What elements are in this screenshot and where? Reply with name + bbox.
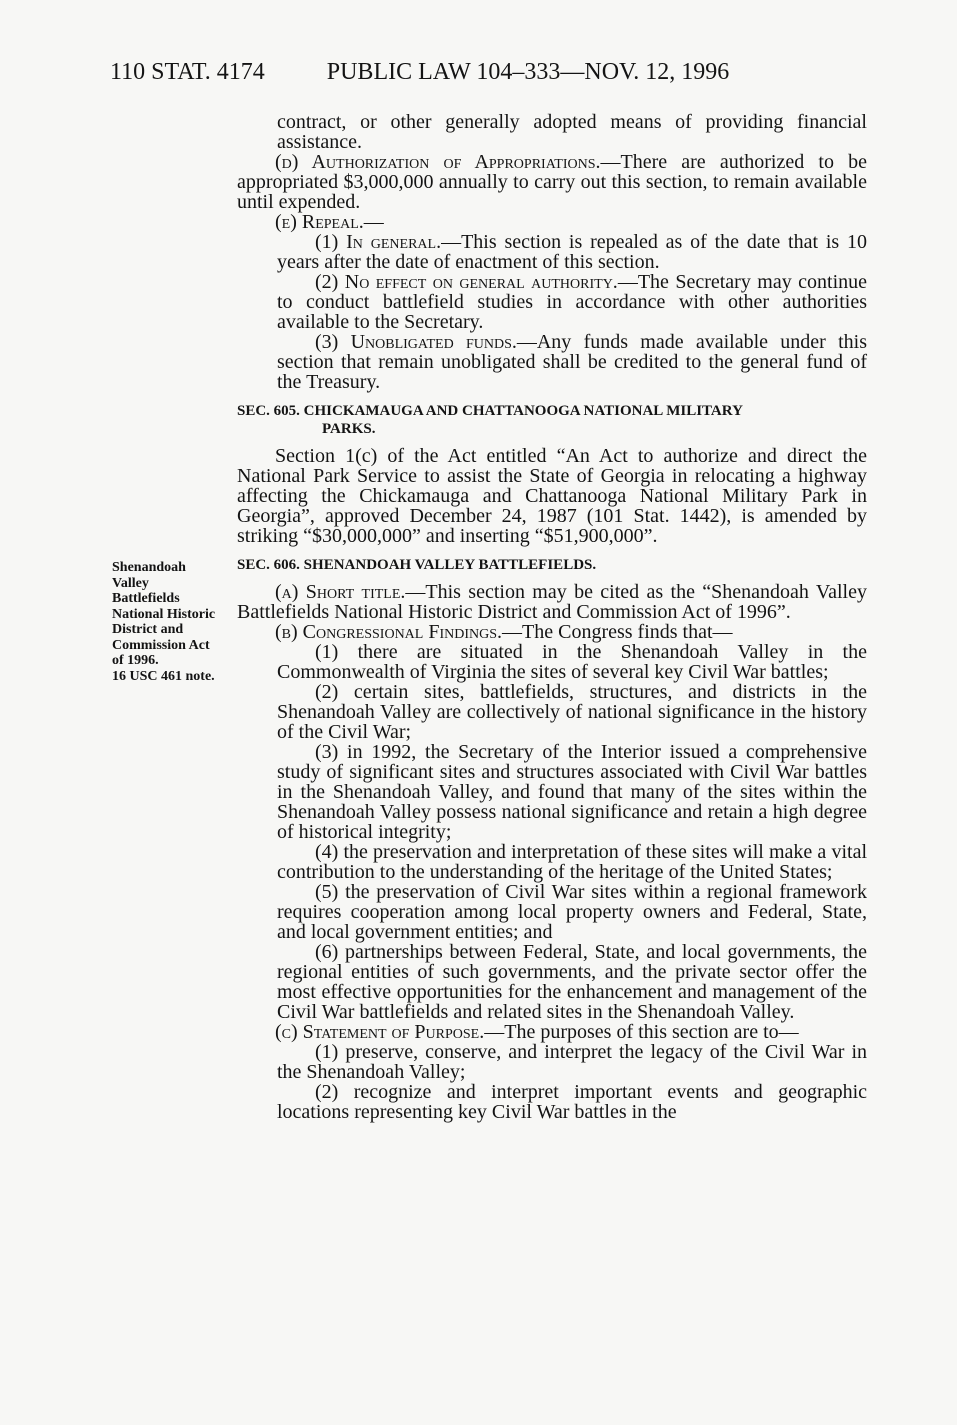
- subsection-b-heading: (b) Congressional Findings.: [275, 621, 503, 643]
- section-605-title-line1: SEC. 605. CHICKAMAUGA AND CHATTANOOGA NATIONAL MILITARY: [237, 403, 743, 419]
- subsection-a-heading: (a) Short title.: [275, 581, 406, 603]
- page-header: [110, 58, 729, 86]
- finding-3: (3) in 1992, the Secretary of the Interior issued a comprehensive study of significant sites and structures associated with Civil War battles in the Shenandoah Valley, and found that many of the sites within the Shenandoah Valley possess national significance and retain a high degree of historical integrity;: [277, 741, 867, 843]
- subsection-d: [237, 152, 867, 212]
- finding-5: (5) the preservation of Civil War sites within a regional framework requires cooperation among local property owners and Federal, State, and local government entities; and: [277, 881, 867, 943]
- finding-2: (2) certain sites, battlefields, structures, and districts in the Shenandoah Valley are collectively of national significance in the history of the Civil War;: [277, 681, 867, 743]
- margin-note-line: Commission Act: [112, 637, 210, 653]
- section-605-text: Section 1(c) of the Act entitled “An Act to authorize and direct the National Park Service to assist the State of Georgia in relocating a highway affecting the Chickamauga and Chattanooga National Military Park in Georgia”, approved December 24, 1987 (101 Stat. 1442), is amended by striking “$30,000,000” and inserting “$51,900,000”.: [237, 445, 867, 547]
- margin-note: [112, 560, 240, 684]
- subsection-d-heading: (d) Authorization of Appropriations.: [275, 151, 601, 173]
- subsection-e-text: —: [363, 211, 384, 233]
- purpose-1: (1) preserve, conserve, and interpret the legacy of the Civil War in the Shenandoah Valley;: [277, 1041, 867, 1083]
- margin-note-line: District and: [112, 622, 184, 637]
- subsection-a: [237, 582, 867, 622]
- paragraph-e3: [237, 332, 867, 392]
- subsection-b-text: —The Congress finds that—: [502, 621, 733, 643]
- finding-6: (6) partnerships between Federal, State, and local governments, the regional entities of such governments, and the private sector offer the most effective opportunities for the enhancement and management of the Civil War battlefields and related sites in the Shenandoah Valley.: [277, 941, 867, 1023]
- paragraph-e1-text: —This section is repealed as of the date that is 10 years after the date of enactment of this section.: [277, 231, 867, 273]
- margin-note-line: Battlefields: [112, 591, 180, 606]
- subsection-c-text: —The purposes of this section are to—: [484, 1021, 799, 1043]
- finding-1: (1) there are situated in the Shenandoah Valley in the Commonwealth of Virginia the sites of several key Civil War battles;: [277, 641, 867, 683]
- paragraph-e2: [237, 272, 867, 332]
- margin-note-line: Shenandoah: [112, 560, 186, 575]
- margin-note-line: 16 USC 461 note.: [112, 668, 215, 684]
- paragraph-e2-text: —The Secretary may continue to conduct battlefield studies in accordance with other authorities available to the Secretary.: [277, 271, 868, 333]
- paragraph-e2-heading: (2) No effect on general authority.: [315, 271, 618, 293]
- subsection-e: [237, 212, 867, 232]
- section-605-heading: [237, 402, 867, 438]
- subsection-c-heading: (c) Statement of Purpose.: [275, 1021, 485, 1043]
- margin-note-line: of 1996.: [112, 653, 159, 668]
- stat-citation: 110 STAT. 4174: [110, 59, 265, 85]
- paragraph-e1-heading: (1) In general.: [315, 231, 442, 253]
- margin-note-line: National Historic: [112, 606, 216, 622]
- subsection-a-text: —This section may be cited as the “Shenandoah Valley Battlefields National Historic District and Commission Act of 1996”.: [237, 581, 867, 623]
- finding-4: (4) the preservation and interpretation of these sites will make a vital contribution to the understanding of the heritage of the United States;: [277, 841, 867, 883]
- subsection-d-text: —There are authorized to be appropriated $3,000,000 annually to carry out this section, to remain available until expended.: [237, 151, 867, 213]
- margin-note-line: Valley: [112, 575, 149, 591]
- paragraph-e3-heading: (3) Unobligated funds.: [315, 331, 517, 353]
- subsection-e-heading: (e) Repeal.: [275, 211, 364, 233]
- subsection-c: [237, 1022, 867, 1042]
- document-body: [237, 112, 867, 1122]
- paragraph-e1: [237, 232, 867, 272]
- subsection-b: [237, 622, 867, 642]
- paragraph-e3-text: —Any funds made available under this section that remain unobligated shall be credited to the general fund of the Treasury.: [277, 331, 867, 393]
- section-605-title-line2: PARKS.: [322, 421, 376, 437]
- law-citation: PUBLIC LAW 104–333—NOV. 12, 1996: [326, 59, 730, 85]
- purpose-2: (2) recognize and interpret important events and geographic locations representing key Civil War battles in the: [277, 1081, 867, 1123]
- paragraph-continuation: contract, or other generally adopted means of providing financial assistance.: [277, 111, 867, 153]
- section-606-heading: SEC. 606. SHENANDOAH VALLEY BATTLEFIELDS.: [237, 557, 597, 573]
